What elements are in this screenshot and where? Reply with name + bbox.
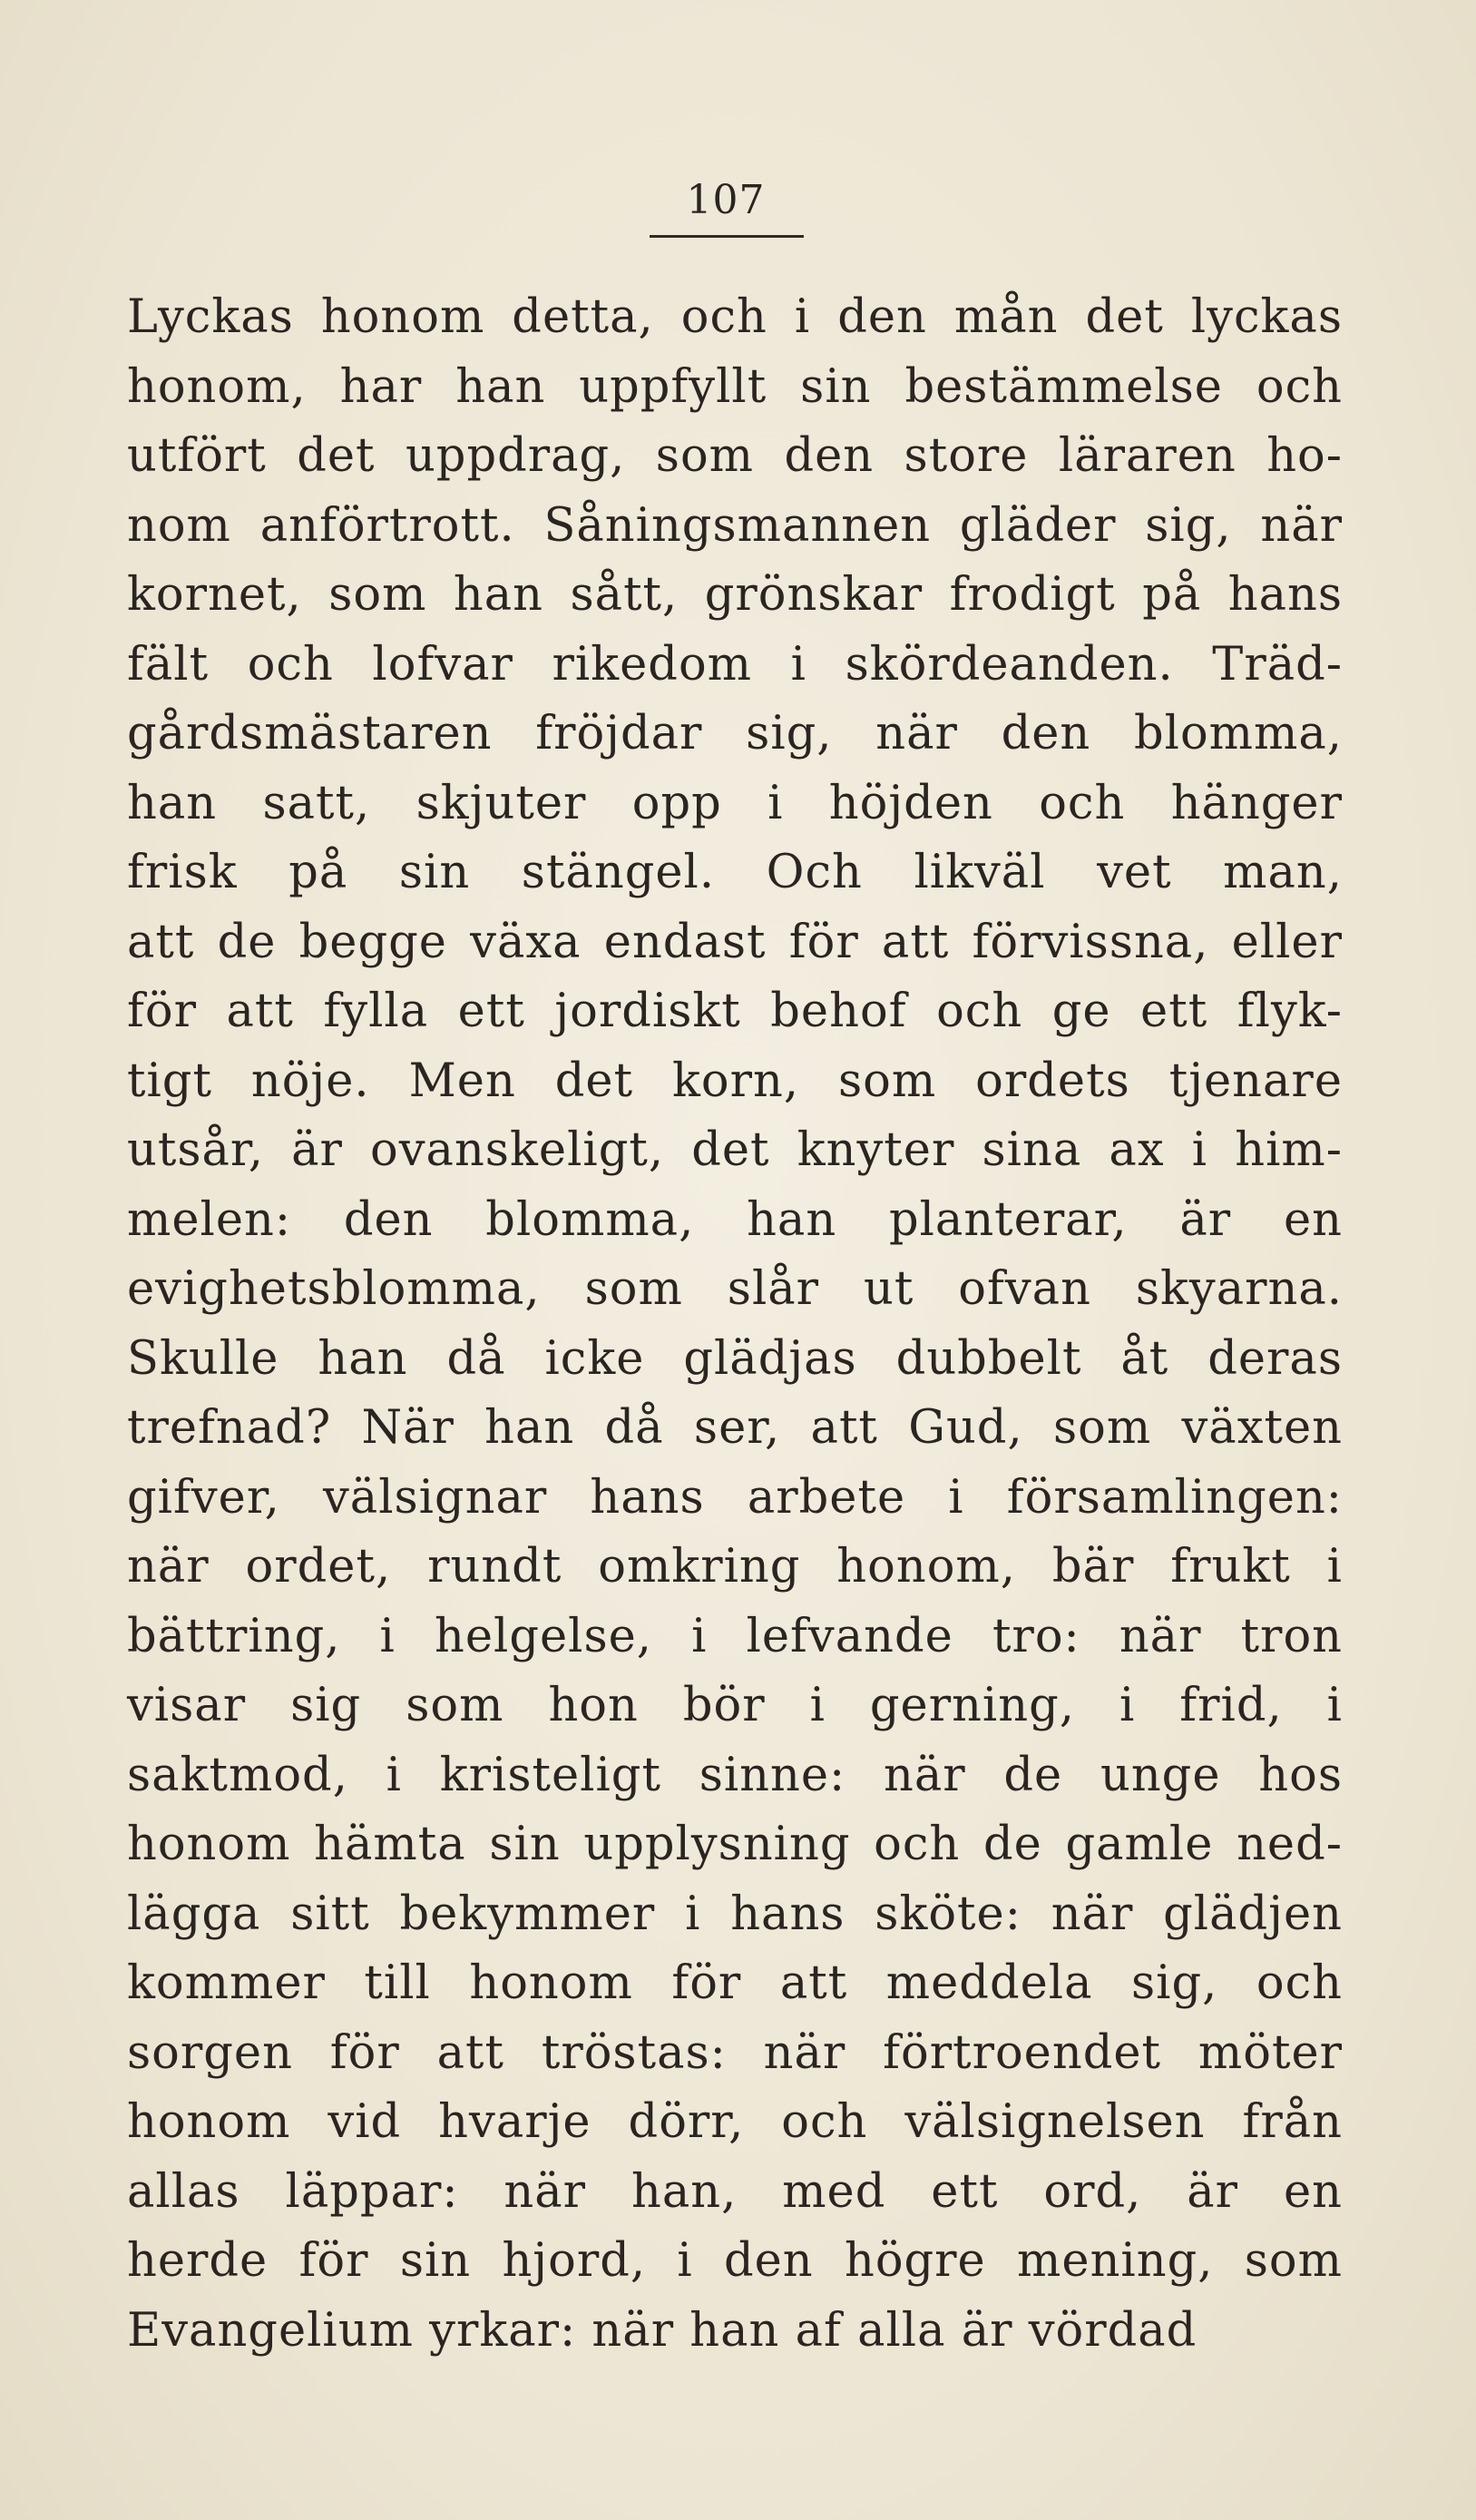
page-number: 107 [686,177,766,223]
text-line: melen: den blomma, han planterar, är en [127,1192,1343,1247]
text-line: sorgen för att tröstas: när förtroendet möter [127,2025,1343,2080]
page-number-rule [650,235,804,238]
text-line: att de begge växa endast för att förvissna, eller [127,915,1343,969]
text-line: honom hämta sin upplysning och de gamle ned- [127,1818,1343,1871]
text-line: visar sig som hon bör i gerning, i frid, i [127,1679,1343,1732]
text-line: för att fylla ett jordiskt behof och ge ett flyk- [127,985,1343,1038]
text-line: han satt, skjuter opp i höjden och hänger [127,776,1343,830]
text-line: frisk på sin stängel. Och likväl vet man, [127,846,1343,899]
text-line: tigt nöje. Men det korn, som ordets tjenare [127,1054,1343,1108]
text-line: gårdsmästaren fröjdar sig, när den blomma, [127,707,1343,760]
text-line: Evangelium yrkar: när han af alla är vördad [127,2303,1197,2358]
text-line: när ordet, rundt omkring honom, bär frukt i [127,1540,1343,1593]
page-text [127,283,1343,2411]
text-line: herde för sin hjord, i den högre mening, som [127,2234,1343,2288]
text-line: nom anförtrott. Såningsmannen gläder sig, när [127,498,1343,553]
text-line: gifver, välsignar hans arbete i församlingen: [127,1470,1343,1525]
text-line: kornet, som han sått, grönskar frodigt på hans [127,568,1343,622]
text-line: allas läppar: när han, med ett ord, är en [127,2164,1343,2219]
text-line: fält och lofvar rikedom i skördeanden. Träd- [127,637,1343,691]
text-line: bättring, i helgelse, i lefvande tro: när tron [127,1609,1343,1663]
text-line: kommer till honom för att meddela sig, och [127,1956,1343,2010]
text-line: saktmod, i kristeligt sinne: när de unge hos [127,1748,1343,1802]
text-line: trefnad? När han då ser, att Gud, som växten [127,1401,1343,1455]
text-line: utfört det uppdrag, som den store läraren ho- [127,429,1343,483]
text-line: evighetsblomma, som slår ut ofvan skyarna. [127,1262,1343,1316]
text-line: lägga sitt bekymmer i hans sköte: när glädjen [127,1887,1343,1941]
text-line: honom vid hvarje dörr, och välsignelsen från [127,2095,1343,2149]
text-line: utsår, är ovanskeligt, det knyter sina ax i him- [127,1123,1343,1177]
text-line: honom, har han uppfyllt sin bestämmelse och [127,359,1343,414]
text-line: Lyckas honom detta, och i den mån det lyckas [127,290,1343,344]
text-line: Skulle han då icke glädjas dubbelt åt deras [127,1331,1343,1386]
